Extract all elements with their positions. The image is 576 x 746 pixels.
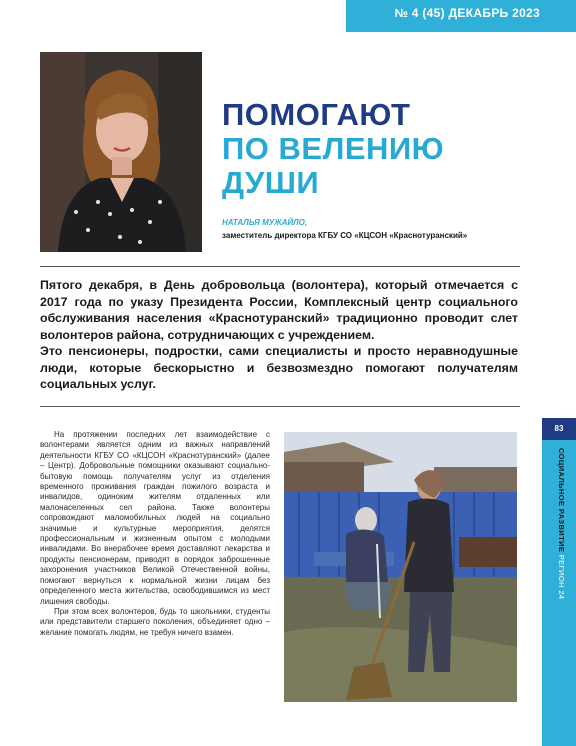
author-portrait: [40, 52, 202, 252]
divider-top: [40, 266, 520, 267]
divider-bottom: [40, 406, 520, 407]
issue-band: [346, 0, 576, 32]
title-line-2: ПО ВЕЛЕНИЮ: [222, 131, 445, 166]
portrait-image: [40, 52, 202, 252]
title-line-1: ПОМОГАЮТ: [222, 97, 411, 132]
lead-text-1: Пятого декабря, в День добровольца (волонтера), который отмечается с 2017 года по указу Президента России, Комплексный центр социального обслуживания населения «Краснотуранский» традиционно проводит слет волонтеров района, сотрудничающих с учреждением.: [40, 278, 518, 342]
section-label-bold: СОЦИАЛЬНОЕ РАЗВИТИЕ: [557, 448, 566, 553]
body-paragraph-1: На протяжении последних лет взаимодействие с волонтерами является одним из важных направлений деятельности КГБУ СО «КЦСОН «Краснотуранский» (далее – Центр). Добровольные помощники оказывают социально-бытовую помощь получателям услуг из отделения временного проживания граждан пожилого возраста и инвалидов, одиноким жителям отдаленных или малонаселенных сел района. Также волонтеры сопровождают маломобильных людей на социально значимые и культурные мероприятия, делятся профессиональным и жизненным опытом с молодыми инвалидами. Во внерабочее время доставляют лекарства и продукты пенсионерам, приводят в порядок заброшенные захоронения участников Великой Отечественной войны, помогают вернуться к нормальной жизни лицам без определенного места жительства, освободившимся из мест лишения свободы.: [40, 430, 270, 606]
body-paragraph-2: При этом всех волонтеров, будь то школьники, студенты или представители старшего поколения, объединяет одно – желание помогать людям, не требуя ничего взамен.: [40, 606, 270, 637]
title-line-3: ДУШИ: [222, 165, 320, 200]
issue-label: № 4 (45) ДЕКАБРЬ 2023: [394, 6, 540, 20]
article-title: [222, 98, 522, 200]
lead-text-2: Это пенсионеры, подростки, сами специалисты и просто неравнодушные люди, которые бескорыстно и безвозмездно помогают получателям социальных услуг.: [40, 344, 518, 391]
body-column: [40, 430, 270, 638]
author-name: НАТАЛЬЯ МУЖАЙЛО,: [222, 218, 308, 227]
section-label-light: РЕГИОН 24: [557, 552, 566, 600]
page-number: 83: [542, 418, 576, 440]
volunteer-photo-image: [284, 432, 517, 702]
lead-paragraph: [40, 277, 518, 393]
author-role: заместитель директора КГБУ СО «КЦСОН «Краснотуранский»: [222, 231, 468, 240]
volunteer-photo: [284, 432, 517, 702]
section-label: [557, 448, 566, 600]
